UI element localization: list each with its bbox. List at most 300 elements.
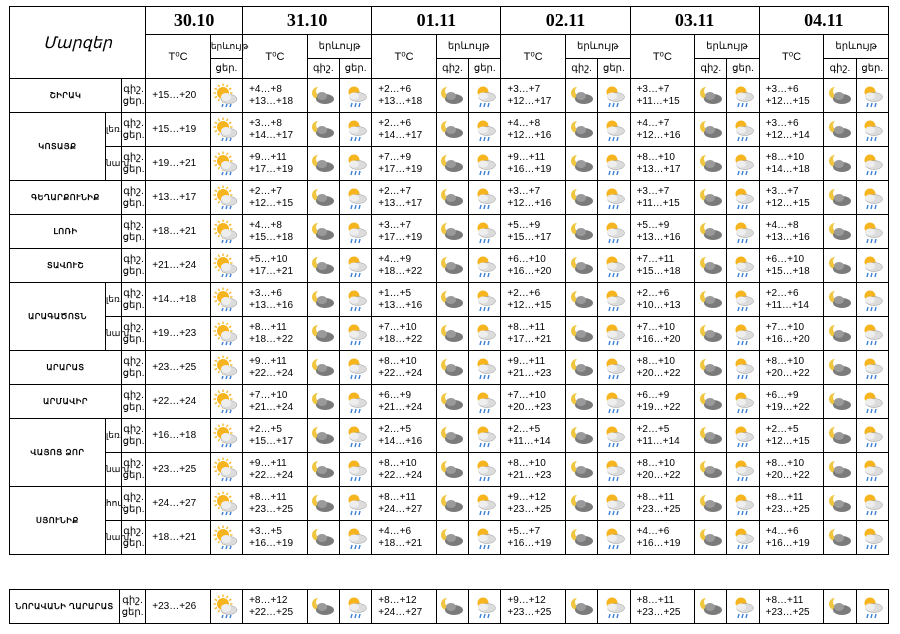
temp-range bbox=[630, 351, 695, 385]
weather-header: երևույթ bbox=[307, 35, 372, 59]
cloud-sun-rain-icon bbox=[727, 356, 758, 380]
night-weather bbox=[565, 590, 597, 624]
night-temp: +4…+8 bbox=[249, 83, 282, 95]
day-temp: +20…+22 bbox=[636, 469, 681, 481]
cloud-moon-icon bbox=[695, 356, 726, 380]
sun-cloud-icon bbox=[211, 84, 242, 108]
day-label: ցեր. bbox=[727, 59, 759, 79]
day-weather bbox=[339, 351, 371, 385]
day-temp: +18…+21 bbox=[146, 521, 211, 555]
day-temp: +22…+24 bbox=[249, 469, 294, 481]
subregion-label: հով. bbox=[105, 487, 121, 521]
day-weather bbox=[727, 385, 759, 419]
sun-cloud-icon bbox=[211, 322, 242, 346]
temp-range bbox=[630, 590, 695, 624]
cloud-moon-icon bbox=[824, 526, 855, 550]
night-weather bbox=[436, 147, 468, 181]
cloud-moon-icon bbox=[566, 118, 597, 142]
subregion-label: նախ. bbox=[105, 317, 121, 351]
day-temp: +18…+22 bbox=[378, 333, 423, 345]
day-temp: +13…+16 bbox=[249, 299, 294, 311]
temp-range bbox=[501, 590, 566, 624]
weather-cell bbox=[210, 385, 242, 419]
night-weather bbox=[436, 249, 468, 283]
cloud-moon-icon bbox=[695, 84, 726, 108]
cloud-moon-icon bbox=[695, 458, 726, 482]
day-temp: +23…+25 bbox=[249, 503, 294, 515]
table-row bbox=[10, 453, 889, 487]
night-label: գիշ. bbox=[123, 287, 144, 299]
date-header: 03.11 bbox=[630, 7, 759, 35]
day-weather bbox=[856, 590, 888, 624]
region-name: ԼՈՌԻ bbox=[10, 215, 122, 249]
day-temp: +23…+25 bbox=[636, 606, 681, 618]
cloud-moon-icon bbox=[566, 595, 597, 619]
cloud-moon-icon bbox=[308, 84, 339, 108]
day-weather bbox=[339, 147, 371, 181]
temp-range bbox=[243, 419, 308, 453]
cloud-moon-icon bbox=[824, 288, 855, 312]
temp-range bbox=[372, 590, 437, 624]
weather-cell bbox=[210, 351, 242, 385]
weather-cell bbox=[210, 521, 242, 555]
night-day-label bbox=[122, 79, 146, 113]
day-weather bbox=[469, 181, 501, 215]
day-weather bbox=[598, 590, 630, 624]
night-weather bbox=[565, 181, 597, 215]
day-label: ցեր. bbox=[339, 59, 371, 79]
temp-range bbox=[243, 351, 308, 385]
night-weather bbox=[436, 453, 468, 487]
table-row bbox=[10, 249, 889, 283]
night-temp: +8…+11 bbox=[249, 491, 287, 503]
night-temp: +2…+7 bbox=[378, 185, 412, 197]
night-weather bbox=[695, 521, 727, 555]
temp-range bbox=[501, 113, 566, 147]
night-temp: +2…+7 bbox=[249, 185, 282, 197]
cloud-sun-rain-icon bbox=[727, 390, 758, 414]
day-temp: +23…+26 bbox=[146, 590, 211, 624]
day-temp: +11…+15 bbox=[636, 95, 680, 107]
temp-range bbox=[630, 249, 695, 283]
night-temp: +5…+9 bbox=[636, 219, 670, 231]
day-temp: +12…+16 bbox=[507, 197, 552, 209]
cloud-moon-icon bbox=[308, 288, 339, 312]
cloud-sun-rain-icon bbox=[727, 526, 758, 550]
day-temp: +23…+25 bbox=[507, 606, 552, 618]
bottom-forecast-table bbox=[9, 589, 889, 624]
cloud-moon-icon bbox=[824, 254, 855, 278]
night-temp: +2…+6 bbox=[378, 83, 412, 95]
temp-range bbox=[630, 385, 695, 419]
temp-range bbox=[501, 419, 566, 453]
night-label: գիշ. bbox=[123, 321, 144, 333]
night-temp: +8…+10 bbox=[765, 457, 805, 469]
day-temp: +21…+24 bbox=[378, 401, 423, 413]
day-weather bbox=[598, 521, 630, 555]
cloud-sun-rain-icon bbox=[857, 458, 888, 482]
day-weather bbox=[727, 351, 759, 385]
cloud-moon-icon bbox=[695, 390, 726, 414]
night-day-label bbox=[122, 249, 146, 283]
night-day-label bbox=[122, 317, 146, 351]
temp-range bbox=[630, 79, 695, 113]
night-weather bbox=[824, 147, 856, 181]
night-temp: +6…+10 bbox=[507, 253, 546, 265]
day-weather bbox=[856, 317, 888, 351]
day-temp: +22…+24 bbox=[146, 385, 211, 419]
cloud-moon-icon bbox=[308, 390, 339, 414]
region-name: ՎԱՅՈՑ ՁՈՐ bbox=[10, 419, 106, 487]
day-weather bbox=[727, 521, 759, 555]
night-weather bbox=[307, 590, 339, 624]
cloud-moon-icon bbox=[566, 458, 597, 482]
temp-range bbox=[759, 317, 824, 351]
night-weather bbox=[565, 249, 597, 283]
day-weather bbox=[598, 79, 630, 113]
night-temp: +9…+11 bbox=[249, 151, 287, 163]
temp-range bbox=[759, 453, 824, 487]
cloud-moon-icon bbox=[308, 220, 339, 244]
weather-cell bbox=[210, 419, 242, 453]
day-label: ցեր. bbox=[121, 606, 144, 618]
temp-range bbox=[501, 215, 566, 249]
night-weather bbox=[824, 521, 856, 555]
day-weather bbox=[598, 453, 630, 487]
temp-range bbox=[372, 147, 437, 181]
night-label: գիշ. bbox=[123, 389, 144, 401]
cloud-sun-rain-icon bbox=[598, 220, 629, 244]
day-temp: +16…+20 bbox=[507, 265, 552, 277]
temp-range bbox=[759, 147, 824, 181]
temp-range bbox=[372, 453, 437, 487]
day-weather bbox=[598, 181, 630, 215]
cloud-moon-icon bbox=[566, 288, 597, 312]
day-weather bbox=[339, 419, 371, 453]
region-name: ՇԻՐԱԿ bbox=[10, 79, 122, 113]
day-temp: +23…+25 bbox=[146, 453, 211, 487]
night-label: գիշ. bbox=[123, 83, 144, 95]
night-weather bbox=[307, 453, 339, 487]
cloud-moon-icon bbox=[566, 220, 597, 244]
day-temp: +12…+14 bbox=[765, 129, 810, 141]
temp-range bbox=[372, 419, 437, 453]
night-weather bbox=[436, 487, 468, 521]
day-temp: +13…+17 bbox=[378, 197, 423, 209]
night-day-label bbox=[122, 215, 146, 249]
day-temp: +21…+23 bbox=[507, 367, 552, 379]
night-temp: +4…+6 bbox=[378, 525, 412, 537]
temp-range bbox=[759, 249, 824, 283]
cloud-moon-icon bbox=[437, 254, 468, 278]
cloud-sun-rain-icon bbox=[598, 424, 629, 448]
cloud-moon-icon bbox=[695, 322, 726, 346]
day-weather bbox=[856, 215, 888, 249]
night-weather bbox=[436, 317, 468, 351]
temp-range bbox=[372, 385, 437, 419]
day-weather bbox=[598, 419, 630, 453]
day-weather bbox=[469, 113, 501, 147]
table-row bbox=[10, 147, 889, 181]
temp-range bbox=[243, 590, 308, 624]
night-weather bbox=[307, 385, 339, 419]
night-temp: +8…+10 bbox=[378, 457, 417, 469]
cloud-sun-rain-icon bbox=[598, 458, 629, 482]
temp-range bbox=[372, 317, 437, 351]
day-weather bbox=[856, 249, 888, 283]
night-temp: +9…+11 bbox=[507, 355, 546, 367]
day-temp: +10…+13 bbox=[636, 299, 681, 311]
day-label: ցեր. bbox=[122, 95, 145, 107]
night-temp: +4…+6 bbox=[636, 525, 670, 537]
night-temp: +9…+11 bbox=[249, 355, 287, 367]
night-weather bbox=[307, 147, 339, 181]
night-temp: +3…+7 bbox=[636, 83, 670, 95]
day-temp: +15…+18 bbox=[765, 265, 810, 277]
day-weather bbox=[469, 249, 501, 283]
night-temp: +2…+6 bbox=[378, 117, 412, 129]
night-weather bbox=[824, 249, 856, 283]
region-name: ԱՐԱՐԱՏ bbox=[10, 351, 122, 385]
day-temp: +19…+22 bbox=[765, 401, 810, 413]
night-temp: +7…+11 bbox=[636, 253, 675, 265]
temp-range bbox=[630, 317, 695, 351]
table-row bbox=[10, 351, 889, 385]
day-weather bbox=[469, 215, 501, 249]
night-temp: +3…+7 bbox=[507, 83, 541, 95]
day-weather bbox=[598, 487, 630, 521]
day-label: ցեր. bbox=[122, 299, 145, 311]
temp-range bbox=[243, 385, 308, 419]
day-temp: +22…+24 bbox=[378, 469, 423, 481]
day-temp: +24…+27 bbox=[378, 503, 423, 515]
night-temp: +6…+10 bbox=[765, 253, 805, 265]
regions-header: Մարզեր bbox=[10, 7, 146, 79]
table-row bbox=[10, 215, 889, 249]
night-temp: +8…+10 bbox=[765, 355, 805, 367]
cloud-moon-icon bbox=[437, 152, 468, 176]
cloud-sun-rain-icon bbox=[340, 595, 371, 619]
sun-cloud-icon bbox=[211, 458, 242, 482]
sun-cloud-icon bbox=[211, 492, 242, 516]
cloud-moon-icon bbox=[566, 492, 597, 516]
cloud-moon-icon bbox=[824, 220, 855, 244]
temp-range bbox=[372, 215, 437, 249]
cloud-moon-icon bbox=[566, 254, 597, 278]
night-weather bbox=[436, 385, 468, 419]
night-weather bbox=[307, 351, 339, 385]
day-temp: +12…+15 bbox=[765, 435, 810, 447]
cloud-moon-icon bbox=[437, 118, 468, 142]
day-temp: +24…+27 bbox=[146, 487, 211, 521]
night-weather bbox=[307, 283, 339, 317]
night-weather bbox=[695, 487, 727, 521]
night-day-label bbox=[120, 590, 146, 624]
day-weather bbox=[469, 521, 501, 555]
day-weather bbox=[856, 147, 888, 181]
cloud-sun-rain-icon bbox=[340, 356, 371, 380]
night-day-label bbox=[122, 147, 146, 181]
day-temp: +23…+25 bbox=[765, 503, 810, 515]
cloud-moon-icon bbox=[566, 526, 597, 550]
day-temp: +13…+16 bbox=[765, 231, 810, 243]
day-weather bbox=[339, 317, 371, 351]
day-label: ցեր. bbox=[469, 59, 501, 79]
night-temp: +2…+5 bbox=[636, 423, 670, 435]
temp-range bbox=[243, 181, 308, 215]
night-label: գիշ. bbox=[695, 59, 727, 79]
day-temp: +16…+19 bbox=[249, 537, 294, 549]
night-weather bbox=[307, 113, 339, 147]
day-weather bbox=[598, 215, 630, 249]
night-temp: +4…+8 bbox=[507, 117, 541, 129]
day-temp: +16…+19 bbox=[636, 537, 681, 549]
cloud-sun-rain-icon bbox=[469, 595, 500, 619]
day-temp: +16…+20 bbox=[765, 333, 810, 345]
night-weather bbox=[565, 351, 597, 385]
temp-range bbox=[759, 419, 824, 453]
night-weather bbox=[565, 215, 597, 249]
cloud-moon-icon bbox=[695, 595, 726, 619]
cloud-moon-icon bbox=[308, 526, 339, 550]
day-weather bbox=[856, 79, 888, 113]
night-temp: +4…+7 bbox=[636, 117, 670, 129]
cloud-sun-rain-icon bbox=[857, 492, 888, 516]
day-weather bbox=[856, 113, 888, 147]
cloud-moon-icon bbox=[437, 595, 468, 619]
temp-range bbox=[372, 351, 437, 385]
temp-range bbox=[372, 487, 437, 521]
night-label: գիշ. bbox=[307, 59, 339, 79]
cloud-sun-rain-icon bbox=[727, 492, 758, 516]
day-weather bbox=[469, 385, 501, 419]
day-weather bbox=[339, 283, 371, 317]
night-temp: +5…+10 bbox=[249, 253, 288, 265]
region-name: ՏԱՎՈՒՇ bbox=[10, 249, 122, 283]
night-weather bbox=[565, 147, 597, 181]
weather-cell bbox=[210, 487, 242, 521]
night-temp: +3…+6 bbox=[765, 83, 799, 95]
day-weather bbox=[727, 317, 759, 351]
table-row bbox=[10, 283, 889, 317]
day-weather bbox=[598, 249, 630, 283]
sun-cloud-icon bbox=[211, 254, 242, 278]
temp-range bbox=[630, 283, 695, 317]
cloud-sun-rain-icon bbox=[857, 220, 888, 244]
sun-cloud-icon bbox=[211, 424, 242, 448]
day-temp: +17…+19 bbox=[378, 231, 423, 243]
night-weather bbox=[695, 283, 727, 317]
night-temp: +8…+11 bbox=[636, 594, 675, 606]
night-weather bbox=[565, 79, 597, 113]
cloud-moon-icon bbox=[695, 152, 726, 176]
temp-range bbox=[630, 521, 695, 555]
date-header: 04.11 bbox=[759, 7, 888, 35]
day-weather bbox=[469, 419, 501, 453]
cloud-sun-rain-icon bbox=[469, 186, 500, 210]
night-weather bbox=[824, 113, 856, 147]
table-row bbox=[10, 487, 889, 521]
night-temp: +8…+11 bbox=[765, 491, 804, 503]
night-temp: +8…+12 bbox=[249, 594, 288, 606]
cloud-sun-rain-icon bbox=[340, 322, 371, 346]
day-temp: +16…+19 bbox=[507, 163, 552, 175]
cloud-sun-rain-icon bbox=[598, 356, 629, 380]
night-temp: +3…+6 bbox=[249, 287, 282, 299]
day-weather bbox=[339, 590, 371, 624]
night-weather bbox=[436, 419, 468, 453]
cloud-sun-rain-icon bbox=[857, 322, 888, 346]
day-temp: +12…+15 bbox=[249, 197, 294, 209]
cloud-moon-icon bbox=[437, 288, 468, 312]
subregion-label: լեռ. bbox=[105, 283, 121, 317]
night-weather bbox=[436, 215, 468, 249]
cloud-moon-icon bbox=[437, 526, 468, 550]
night-temp: +9…+11 bbox=[249, 457, 287, 469]
day-weather bbox=[856, 521, 888, 555]
weather-header: երևույթ bbox=[565, 35, 630, 59]
cloud-moon-icon bbox=[695, 288, 726, 312]
night-weather bbox=[307, 521, 339, 555]
region-name: ՆՈՐԱՎԱՆԻ ՂԱՐԱՐԱՏ bbox=[10, 590, 120, 624]
subregion-label: նախ. bbox=[105, 147, 121, 181]
cloud-sun-rain-icon bbox=[469, 492, 500, 516]
subregion-label: լեռ. bbox=[105, 113, 121, 147]
night-weather bbox=[824, 215, 856, 249]
sun-cloud-icon bbox=[211, 356, 242, 380]
table-row bbox=[10, 385, 889, 419]
cloud-sun-rain-icon bbox=[469, 118, 500, 142]
day-weather bbox=[339, 385, 371, 419]
night-weather bbox=[695, 590, 727, 624]
night-temp: +8…+11 bbox=[378, 491, 416, 503]
temp-range bbox=[501, 521, 566, 555]
cloud-moon-icon bbox=[824, 424, 855, 448]
table-row bbox=[10, 590, 889, 624]
night-temp: +9…+12 bbox=[507, 594, 546, 606]
day-temp: +15…+17 bbox=[249, 435, 294, 447]
cloud-sun-rain-icon bbox=[340, 152, 371, 176]
cloud-sun-rain-icon bbox=[598, 322, 629, 346]
date-header: 01.11 bbox=[372, 7, 501, 35]
day-weather bbox=[727, 487, 759, 521]
night-temp: +3…+8 bbox=[249, 117, 282, 129]
region-name: ԱՐՄԱՎԻՐ bbox=[10, 385, 122, 419]
day-weather bbox=[856, 181, 888, 215]
cloud-moon-icon bbox=[308, 356, 339, 380]
day-temp: +12…+15 bbox=[765, 197, 810, 209]
weather-cell bbox=[210, 79, 242, 113]
day-temp: +12…+16 bbox=[636, 129, 681, 141]
night-weather bbox=[307, 317, 339, 351]
night-temp: +8…+11 bbox=[765, 594, 804, 606]
temp-range bbox=[759, 215, 824, 249]
night-weather bbox=[695, 249, 727, 283]
cloud-moon-icon bbox=[437, 390, 468, 414]
cloud-moon-icon bbox=[824, 322, 855, 346]
cloud-sun-rain-icon bbox=[857, 152, 888, 176]
night-temp: +3…+6 bbox=[765, 117, 799, 129]
sun-cloud-icon bbox=[211, 186, 242, 210]
region-name: ՍՅՈՒՆԻՔ bbox=[10, 487, 106, 555]
night-weather bbox=[695, 147, 727, 181]
day-weather bbox=[727, 249, 759, 283]
day-temp: +17…+21 bbox=[249, 265, 294, 277]
day-temp: +19…+21 bbox=[146, 147, 211, 181]
temp-range bbox=[501, 283, 566, 317]
temp-range bbox=[759, 385, 824, 419]
cloud-moon-icon bbox=[308, 322, 339, 346]
